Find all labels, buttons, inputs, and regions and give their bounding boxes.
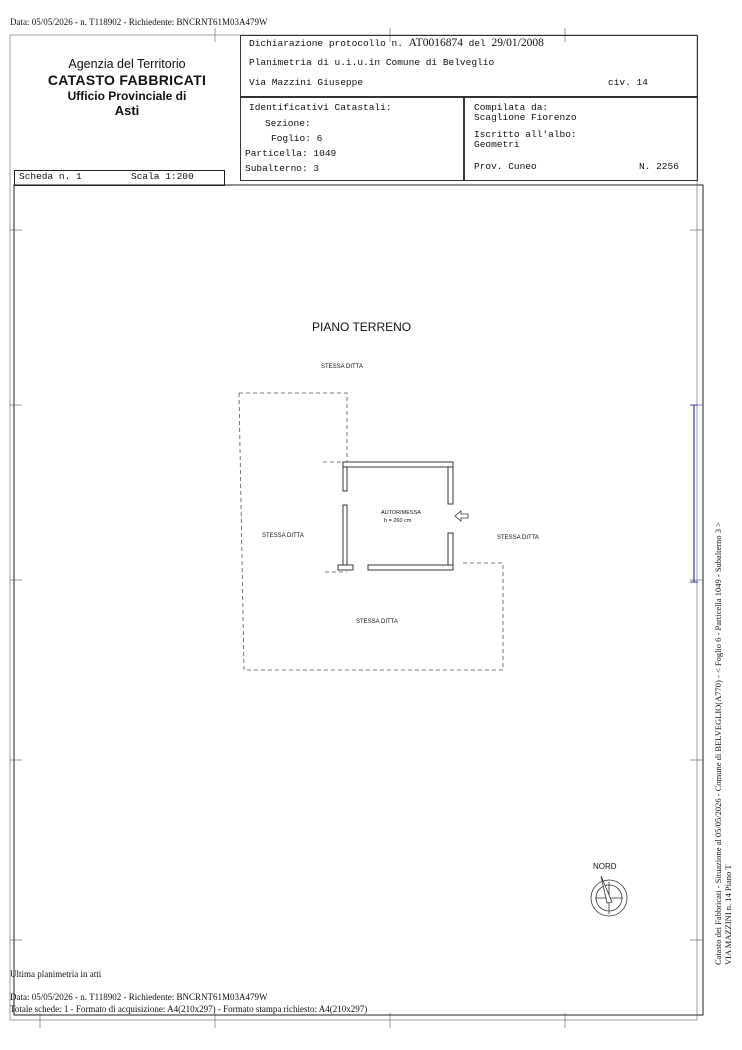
subalterno: Subalterno: 3 (245, 163, 320, 174)
label-stessa-bottom: STESSA DITTA (356, 619, 398, 625)
identifiers-title: Identificativi Catastali: (249, 102, 392, 113)
sezione: Sezione: (265, 118, 311, 129)
albo-label: Iscritto all'albo: (474, 129, 577, 140)
compiler-name: Scaglione Fiorenzo (474, 112, 577, 123)
province: Prov. Cuneo (474, 161, 537, 172)
room-name: AUTORIMESSA (381, 510, 421, 516)
protocol-number: AT0016874 (408, 37, 463, 49)
compiled-by-label: Compilata da: (474, 102, 549, 113)
footer-meta: Data: 05/05/2026 - n. T118902 - Richiedente: BNCRNT61M03A479W (10, 992, 268, 1002)
footer-totals: Totale schede: 1 - Formato di acquisizione: A4(210x297) - Formato stampa richiesto: A4(210x297) (10, 1004, 368, 1014)
registration-number: N. 2256 (639, 161, 679, 172)
del-label: del (468, 38, 486, 49)
side-cadastral-info: Catasto dei Fabbricati - Situazione al 05/05/2026 - Comune di BELVEGLIO(A770) - < Foglio 6 - Particella 1049 - Subalterno 3 > (713, 522, 723, 965)
room-height: h = 260 cm (384, 518, 412, 524)
agency-block (14, 40, 240, 118)
scala: Scala 1:200 (131, 171, 194, 182)
compiler-box (463, 96, 698, 181)
catasto-title: CATASTO FABBRICATI (47, 72, 207, 88)
foglio: Foglio: 6 (271, 133, 323, 144)
civic-number: civ. 14 (608, 77, 648, 88)
albo-value: Geometri (474, 139, 520, 150)
scheda-number: Scheda n. 1 (19, 171, 82, 182)
agency-name: Agenzia del Territorio (68, 57, 186, 71)
particella: Particella: 1049 (245, 148, 337, 159)
label-stessa-left: STESSA DITTA (262, 533, 304, 539)
side-address-info: VIA MAZZINI n. 14 Piano T (723, 864, 733, 965)
scheda-box (14, 170, 225, 186)
plan-title: PIANO TERRENO (312, 320, 412, 334)
declaration-box (240, 35, 698, 98)
protocol-date: 29/01/2008 (491, 37, 544, 49)
address: Via Mazzini Giuseppe (249, 77, 364, 88)
ufficio-city: Asti (114, 103, 140, 118)
planimetria-line: Planimetria di u.i.u.in Comune di Belveglio (249, 57, 495, 68)
north-label: NORD (593, 862, 617, 871)
north-arrow-icon (591, 876, 627, 916)
label-stessa-right: STESSA DITTA (497, 535, 539, 541)
declaration-label: Dichiarazione protocollo n. (249, 38, 403, 49)
header-meta: Data: 05/05/2026 - n. T118902 - Richiedente: BNCRNT61M03A479W (10, 17, 268, 27)
label-stessa-top: STESSA DITTA (321, 364, 363, 370)
last-plan-note: Ultima planimetria in atti (10, 969, 102, 979)
identifiers-box (240, 96, 465, 181)
declaration-line (249, 37, 544, 49)
ufficio-label: Ufficio Provinciale di (67, 89, 187, 103)
